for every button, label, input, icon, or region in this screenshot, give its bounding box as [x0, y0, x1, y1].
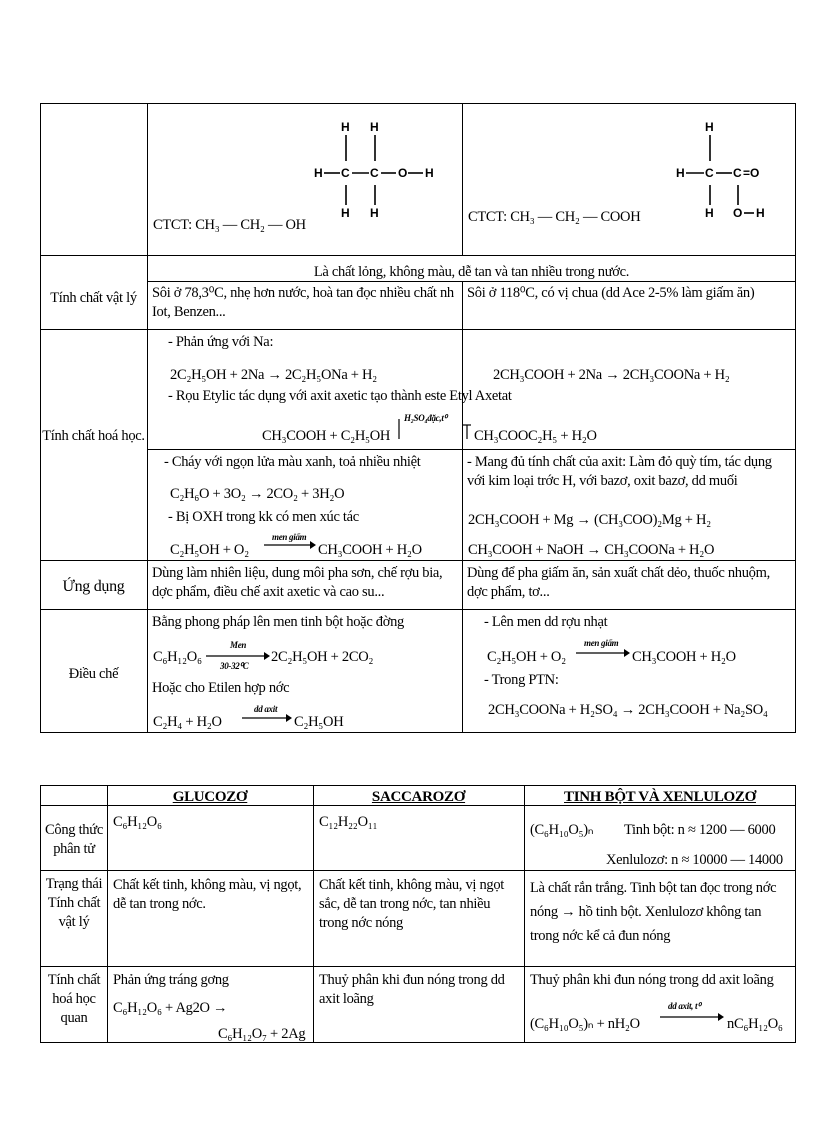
ethanol-prep-eq1-right: 2C₂H₅OH + 2CO₂: [271, 649, 374, 665]
acetic-prep-eq2: 2CH₃COONa + H₂SO₄ → 2CH₃COOH + Na₂SO₄: [488, 702, 768, 718]
acetic-prep-eq1-right: CH₃COOH + H₂O: [632, 649, 736, 665]
comparison-table-alcohol-acid: [40, 103, 796, 733]
sucrose-state: Chất kết tinh, không màu, vị ngọt sắc, dễ tan trong nớc, tan nhiều trong nớc nóng: [319, 877, 505, 931]
glucose-state: Chất kết tinh, không màu, vị ngọt, dễ tan trong nớc.: [113, 877, 302, 912]
oxidation-condition: men giấm: [272, 532, 307, 542]
header-glucose: GLUCOZƠ: [172, 789, 248, 805]
svg-text:H: H: [341, 206, 350, 220]
ester-title: - Rọu Etylic tác dụng với axit axetic tạo thành este Etyl Axetat: [168, 388, 512, 404]
ethanol-formula: CTCT: CH₃ — CH₂ — OH: [153, 217, 306, 233]
ethanol-prep-eq2-left: C₂H₄ + H₂O: [153, 714, 222, 730]
chemical-row-label-2: Tính chất hoá học quan: [47, 972, 101, 1026]
formula-row-label: Công thức phân tử: [45, 822, 103, 857]
glucose-chem-eq-right: C₆H₁₂O₇ + 2Ag: [218, 1026, 306, 1042]
svg-text:=O: =O: [743, 166, 760, 180]
oxidation-eq-left: C₂H₅OH + O₂: [170, 542, 249, 558]
starch-formula: (C₆H₁₀O₅)ₙ: [530, 822, 594, 838]
ethanol-usage: Dùng làm nhiên liệu, dung môi pha sơn, chế rợu bia, dợc phẩm, điều chế axit axetic và cao su...: [152, 565, 443, 600]
cellulose-n-range: Xenlulozơ: n ≈ 10000 — 14000: [606, 852, 783, 868]
svg-text:C: C: [370, 166, 379, 180]
starch-chem-eq-left: (C₆H₁₀O₅)ₙ + nH₂O: [530, 1016, 640, 1032]
acetic-acid-structure-diagram: [670, 113, 794, 223]
svg-text:C: C: [733, 166, 742, 180]
svg-text:H: H: [705, 120, 714, 134]
svg-text:C: C: [705, 166, 714, 180]
acetic-physical-text: Sôi ở 118⁰C, có vị chua (dd Ace 2-5% làm giấm ăn): [467, 285, 755, 301]
acid-eq-mg: 2CH₃COOH + Mg → (CH₃COO)₂Mg + H₂: [468, 512, 711, 528]
acid-properties: - Mang đủ tính chất của axit: Làm đỏ quỳ tím, tác dụng với kim loại trớc H, với bazơ, oxit bazơ, dd muối: [467, 454, 772, 489]
acid-eq-naoh: CH₃COOH + NaOH → CH₃COONa + H₂O: [468, 542, 715, 558]
state-row-label: Trạng thái Tính chất vật lý: [45, 876, 103, 930]
starch-n-range: Tinh bột: n ≈ 1200 — 6000: [624, 822, 776, 838]
sucrose-formula: C₁₂H₂₂O₁₁: [319, 814, 378, 830]
acetic-usage: Dùng để pha giấm ăn, sản xuất chất dẻo, thuốc nhuộm, dợc phẩm, tơ...: [467, 565, 770, 600]
oxidation-title: - Bị OXH trong kk có men xúc tác: [168, 509, 359, 525]
chemical-row-label: Tính chất hoá học.: [42, 428, 145, 444]
svg-text:H: H: [425, 166, 434, 180]
starch-state: Là chất rắn trắng. Tinh bột tan đọc trong nớc nóng → hồ tinh bột. Xenlulozơ không tan trong nớc kể cả đun nóng: [530, 880, 777, 944]
usage-row-label: Ứng dụng: [62, 578, 125, 595]
physical-common-text: Là chất lỏng, không màu, dễ tan và tan nhiều trong nước.: [313, 264, 630, 280]
svg-text:H: H: [370, 120, 379, 134]
acetic-prep-line1: - Lên men dd rợu nhạt: [484, 614, 608, 630]
starch-chem-title: Thuỷ phân khi đun nóng trong dd axit loãng: [530, 972, 774, 988]
svg-text:H: H: [676, 166, 685, 180]
ethanol-prep-eq1-cond-bottom: 30-32⁰C: [220, 661, 249, 671]
acetic-acid-formula: CTCT: CH₃ — CH₂ — COOH: [468, 209, 641, 225]
header-sucrose: SACCAROZƠ: [371, 789, 466, 805]
oxidation-eq-right: CH₃COOH + H₂O: [318, 542, 422, 558]
glucose-chem-title: Phản ứng tráng gơng: [113, 972, 229, 988]
ester-eq-right: CH₃COOC₂H₅ + H₂O: [474, 428, 597, 444]
ethanol-prep-eq1-left: C₆H₁₂O₆: [153, 649, 202, 665]
starch-chem-cond: dd axit, t⁰: [668, 1001, 701, 1011]
ester-eq-left: CH₃COOH + C₂H₅OH: [262, 428, 391, 444]
starch-chem-eq-right: nC₆H₁₂O₆: [727, 1016, 783, 1032]
svg-text:O: O: [733, 206, 743, 220]
burn-title: - Cháy với ngọn lửa màu xanh, toả nhiều nhiệt: [164, 454, 421, 470]
na-eq-acetic: 2CH₃COOH + 2Na → 2CH₃COONa + H₂: [493, 367, 730, 383]
svg-text:H: H: [341, 120, 350, 134]
glucose-formula: C₆H₁₂O₆: [113, 814, 162, 830]
na-eq-ethanol: 2C₂H₅OH + 2Na → 2C₂H₅ONa + H₂: [170, 367, 377, 383]
burn-eq: C₂H₆O + 3O₂ → 2CO₂ + 3H₂O: [170, 486, 345, 502]
acetic-prep-eq1-left: C₂H₅OH + O₂: [487, 649, 566, 665]
ester-condition: H₂SO₄đặc,t⁰: [404, 413, 447, 423]
svg-text:H: H: [705, 206, 714, 220]
ethanol-structure-diagram: [310, 113, 450, 223]
svg-text:C: C: [341, 166, 350, 180]
acetic-prep-line2: - Trong PTN:: [484, 672, 559, 688]
preparation-row-label: Điều chế: [68, 666, 119, 682]
ethanol-prep-eq2-right: C₂H₅OH: [294, 714, 344, 730]
na-reaction-title: - Phản ứng với Na:: [168, 334, 274, 350]
svg-text:H: H: [370, 206, 379, 220]
ethanol-prep-eq2-cond: dd axit: [254, 704, 278, 714]
ethanol-prep-eq1-cond-top: Men: [230, 640, 247, 650]
ethanol-physical-text: Sôi ở 78,3⁰C, nhẹ hơn nước, hoà tan đọc nhiều chất nh Iot, Benzen...: [152, 285, 454, 320]
comparison-table-carbohydrates: [40, 785, 796, 1043]
header-starch-cellulose: TINH BỘT VÀ XENLULOZƠ: [564, 789, 756, 805]
svg-text:H: H: [314, 166, 323, 180]
glucose-chem-eq-left: C₆H₁₂O₆ + Ag2O →: [113, 1000, 228, 1016]
acetic-prep-eq1-cond: men giấm: [584, 638, 619, 648]
ethanol-prep-line1: Bằng phong pháp lên men tinh bột hoặc đờng: [152, 614, 404, 630]
svg-text:H: H: [756, 206, 765, 220]
sucrose-chem: Thuỷ phân khi đun nóng trong dd axit loãng: [319, 972, 505, 1007]
physical-row-label: Tính chất vật lý: [50, 290, 137, 306]
ethanol-prep-line2: Hoặc cho Etilen hợp nớc: [152, 680, 290, 696]
svg-text:O: O: [398, 166, 408, 180]
